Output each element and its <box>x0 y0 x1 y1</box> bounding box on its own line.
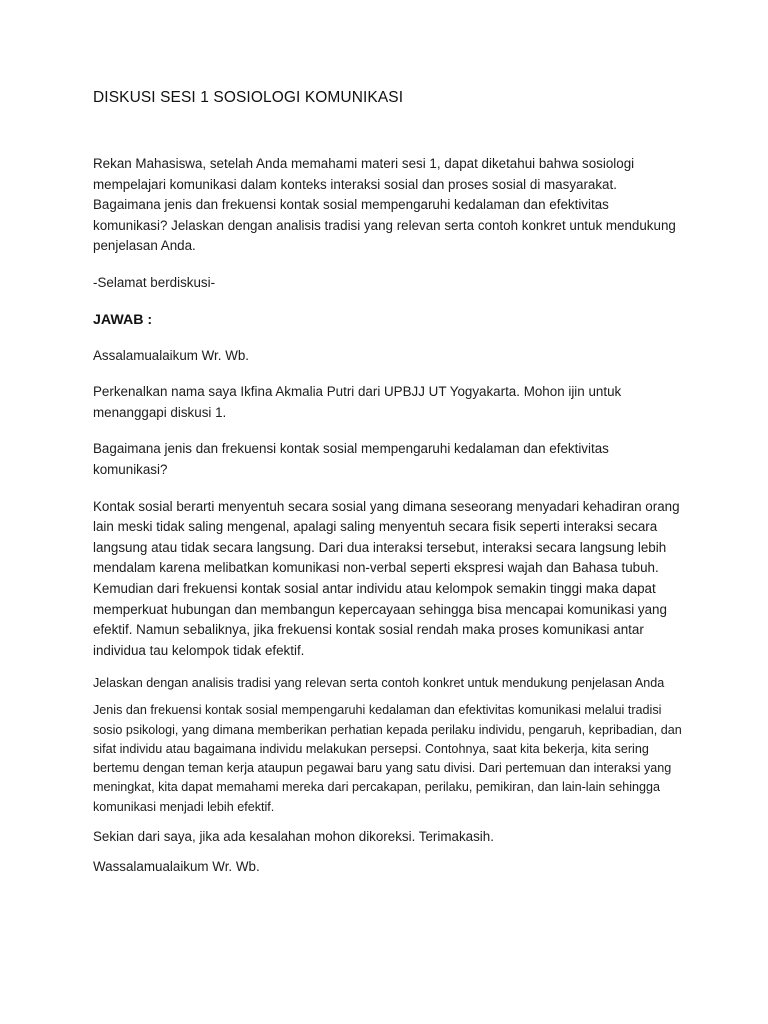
answer-heading: JAWAB : <box>93 311 153 328</box>
spacer <box>93 108 683 154</box>
salam-open: Assalamualaikum Wr. Wb. <box>93 347 250 363</box>
spacer <box>93 661 683 674</box>
answer-1-paragraph: Kontak sosial berarti menyentuh secara sosial yang dimana seseorang menyadari kehadiran orang lain meski tidak saling mengenal, apalagi saling menyentuh secara fisik seperti interaksi secara langsung atau tidak secara langsung. Dari dua interaksi tersebut, interaksi secara langsung lebih mendalam karena melibatkan komunikasi non-verbal seperti ekspresi wajah dan Bahasa tubuh. Kemudian dari frekuensi kontak sosial antar individu atau kelompok semakin tinggi maka dapat memperkuat hubungan dan membangun kepercayaan sehingga bisa mencapai komunikasi yang efektif. Namun sebaliknya, jika frekuensi kontak sosial rendah maka proses komunikasi antar individua tau kelompok tidak efektif. <box>93 498 680 658</box>
question-1: Bagaimana jenis dan frekuensi kontak sosial mempengaruhi kedalaman dan efektivitas komunikasi? <box>93 441 609 477</box>
document-page <box>93 88 683 878</box>
salam-close: Wassalamualaikum Wr. Wb. <box>93 859 260 875</box>
spacer <box>93 423 683 439</box>
spacer <box>93 257 683 273</box>
document-title: DISKUSI SESI 1 SOSIOLOGI KOMUNIKASI <box>93 89 404 106</box>
closing-line: Sekian dari saya, jika ada kesalahan mohon dikoreksi. Terimakasih. <box>93 828 494 844</box>
greeting-line: -Selamat berdiskusi- <box>93 274 216 290</box>
spacer <box>93 847 683 857</box>
spacer <box>93 330 683 346</box>
introduction-paragraph: Perkenalkan nama saya Ikfina Akmalia Putri dari UPBJJ UT Yogyakarta. Mohon ijin untuk menanggapi diskusi 1. <box>93 384 622 420</box>
question-intro-paragraph: Rekan Mahasiswa, setelah Anda memahami materi sesi 1, dapat diketahui bahwa sosiologi mempelajari komunikasi dalam konteks interaksi sosial dan proses sosial di masyarakat. Bagaimana jenis dan frekuensi kontak sosial mempengaruhi kedalaman dan efektivitas komunikasi? Jelaskan dengan analisis tradisi yang relevan serta contoh konkret untuk mendukung penjelasan Anda. <box>93 156 676 254</box>
spacer <box>93 366 683 382</box>
spacer <box>93 693 683 701</box>
question-2: Jelaskan dengan analisis tradisi yang relevan serta contoh konkret untuk mendukung penjelasan Anda <box>93 676 665 691</box>
spacer <box>93 481 683 497</box>
spacer <box>93 817 683 827</box>
spacer <box>93 294 683 310</box>
answer-2-paragraph: Jenis dan frekuensi kontak sosial mempengaruhi kedalaman dan efektivitas komunikasi melalui tradisi sosio psikologi, yang dimana memberikan perhatian kepada perilaku individu, pengaruh, kepribadian, dan sifat individu atau bagaimana individu melakukan persepsi. Contohnya, saat kita bekerja, kita sering bertemu dengan teman kerja ataupun pegawai baru yang satu divisi. Dari pertemuan dan interaksi yang meningkat, kita dapat memahami mereka dari percakapan, perilaku, pemikiran, dan lain-lain sehingga komunikasi menjadi lebih efektif. <box>93 703 682 814</box>
